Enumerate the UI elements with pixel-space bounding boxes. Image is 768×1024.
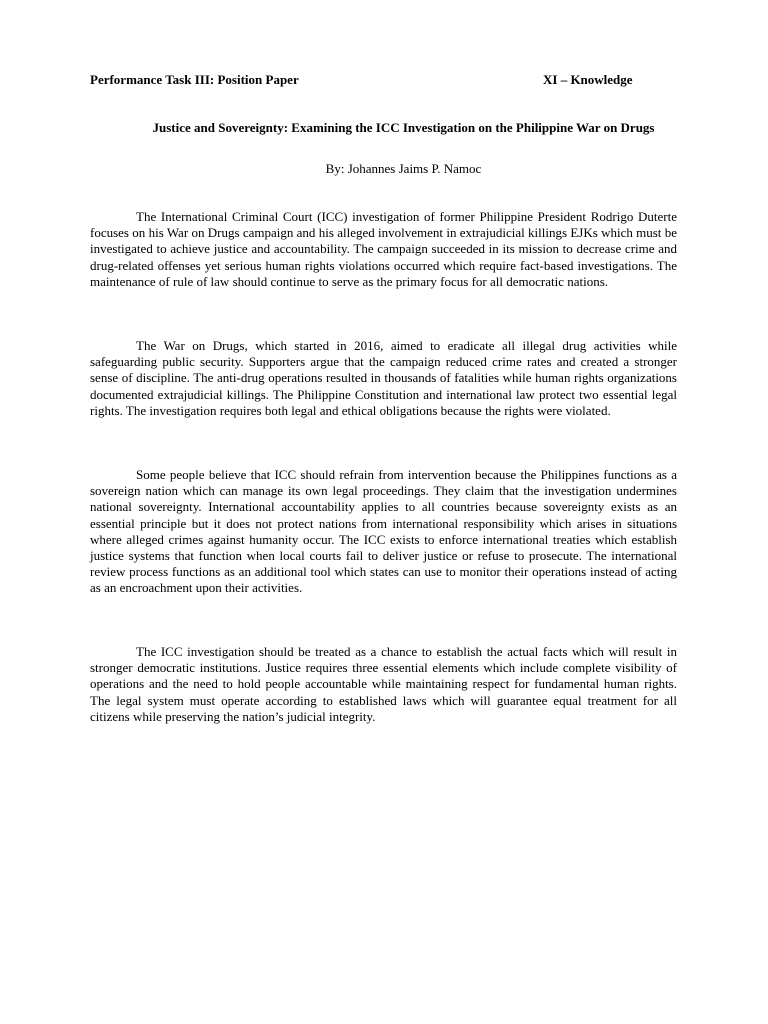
paragraph-introduction: The International Criminal Court (ICC) investigation of former Philippine President Rodrigo Duterte focuses on his War on Drugs campaign and his alleged involvement in extrajudicial killings EJKs which must be investigated to achieve justice and accountability. The campaign succeeded in its mission to decrease crime and drug-related offenses yet serious human rights violations occurred which require fact-based investigations. The maintenance of rule of law should continue to serve as the primary focus for all democratic nations.: [90, 209, 677, 289]
section-label: XI – Knowledge: [543, 72, 633, 87]
author-byline: By: Johannes Jaims P. Namoc: [325, 161, 482, 176]
paper-title: Justice and Sovereignty: Examining the ICC Investigation on the Philippine War on Drugs: [152, 120, 655, 135]
document-page: [90, 0, 677, 1024]
task-title: Performance Task III: Position Paper: [90, 72, 299, 87]
paragraph-background: The War on Drugs, which started in 2016, aimed to eradicate all illegal drug activities while safeguarding public security. Supporters argue that the campaign reduced crime rates and created a stronger sense of discipline. The anti-drug operations resulted in thousands of fatalities while human rights organizations documented extrajudicial killings. The Philippine Constitution and international law protect two essential legal rights. The investigation requires both legal and ethical obligations because the rights were violated.: [90, 338, 677, 418]
paragraph-counterargument: Some people believe that ICC should refrain from intervention because the Philippines functions as a sovereign nation which can manage its own legal proceedings. They claim that the investigation undermines national sovereignty. International accountability applies to all countries because sovereignty exists as an essential principle but it does not protect nations from international responsibility which arises in situations where alleged crimes against humanity occur. The ICC exists to enforce international treaties which establish justice systems that function when local courts fail to deliver justice or refuse to prosecute. The international review process functions as an additional tool which states can use to monitor their operations instead of acting as an encroachment upon their activities.: [90, 467, 677, 596]
paragraph-conclusion: The ICC investigation should be treated as a chance to establish the actual facts which will result in stronger democratic institutions. Justice requires three essential elements which include complete visibility of operations and the need to hold people accountable while maintaining respect for fundamental human rights. The legal system must operate according to established laws which will guarantee equal treatment for all citizens while preserving the nation’s judicial integrity.: [90, 644, 677, 724]
document-header: [90, 71, 677, 89]
